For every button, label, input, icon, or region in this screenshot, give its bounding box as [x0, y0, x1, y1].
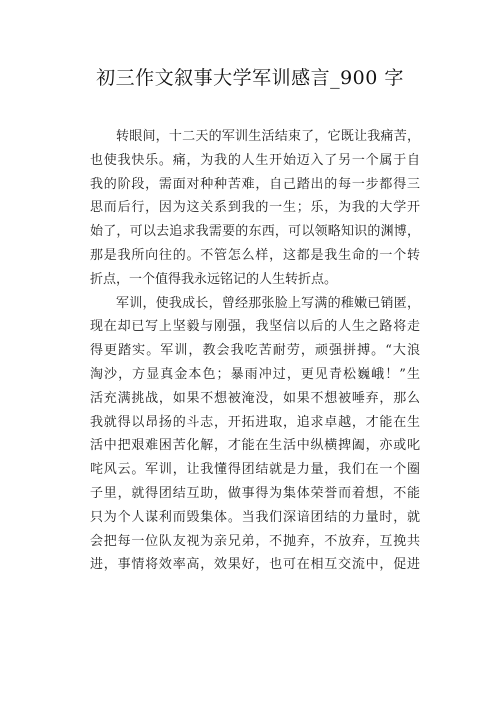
paragraph-line: 转眼间，十二天的军训生活结束了，它既让我痛苦， [116, 129, 420, 144]
paragraph-line: 思而后行，因为这关系到我的一生；乐，为我的大学开 [90, 200, 420, 216]
paragraph-line: 活充满挑战，如果不想被淹没，如果不想被唾弃，那么 [90, 390, 420, 406]
paragraph-line: 淘沙，方显真金本色；暴雨冲过，更见青松巍峨！”生 [90, 366, 420, 382]
paragraph-line: 子里，就得团结互助，做事得为集体荣誉而着想，不能 [90, 485, 420, 501]
paragraph-line: 会把每一位队友视为亲兄弟，不抛弃，不放弃，互挽共 [90, 533, 420, 549]
paragraph-line: 得更踏实。军训，教会我吃苦耐劳，顽强拼搏。“大浪 [90, 343, 420, 359]
paragraph-line: 军训，使我成长，曾经那张脸上写满的稚嫩已销匿， [116, 295, 420, 311]
paragraph-line: 进，事情将效率高，效果好，也可在相互交流中，促进 [90, 557, 420, 573]
paragraph-line: 折点，一个值得我永远铭记的人生转折点。 [90, 271, 338, 287]
paragraph-line: 也使我快乐。痛，为我的人生开始迈入了另一个属于自 [90, 152, 420, 168]
paragraph-line: 始了，可以去追求我需要的东西，可以领略知识的渊博， [90, 224, 420, 240]
document-title: 初三作文叙事大学军训感言_900 字 [96, 67, 404, 89]
document-body [90, 125, 420, 577]
paragraph-line: 现在却已写上坚毅与刚强，我坚信以后的人生之路将走 [90, 319, 420, 335]
paragraph-line: 我的阶段，需面对种种苦难，自己踏出的每一步都得三 [90, 176, 420, 192]
paragraph-line: 只为个人谋利而毁集体。当我们深谙团结的力量时，就 [90, 509, 420, 525]
paragraph-line: 我就得以昂扬的斗志，开拓进取，追求卓越，才能在生 [90, 414, 420, 430]
paragraph-line: 活中把艰难困苦化解，才能在生活中纵横捭阖，亦或叱 [90, 438, 420, 454]
paragraph-line: 咤风云。军训，让我懂得团结就是力量，我们在一个圈 [90, 462, 420, 478]
paragraph-line: 那是我所向往的。不管怎么样，这都是我生命的一个转 [90, 247, 420, 263]
